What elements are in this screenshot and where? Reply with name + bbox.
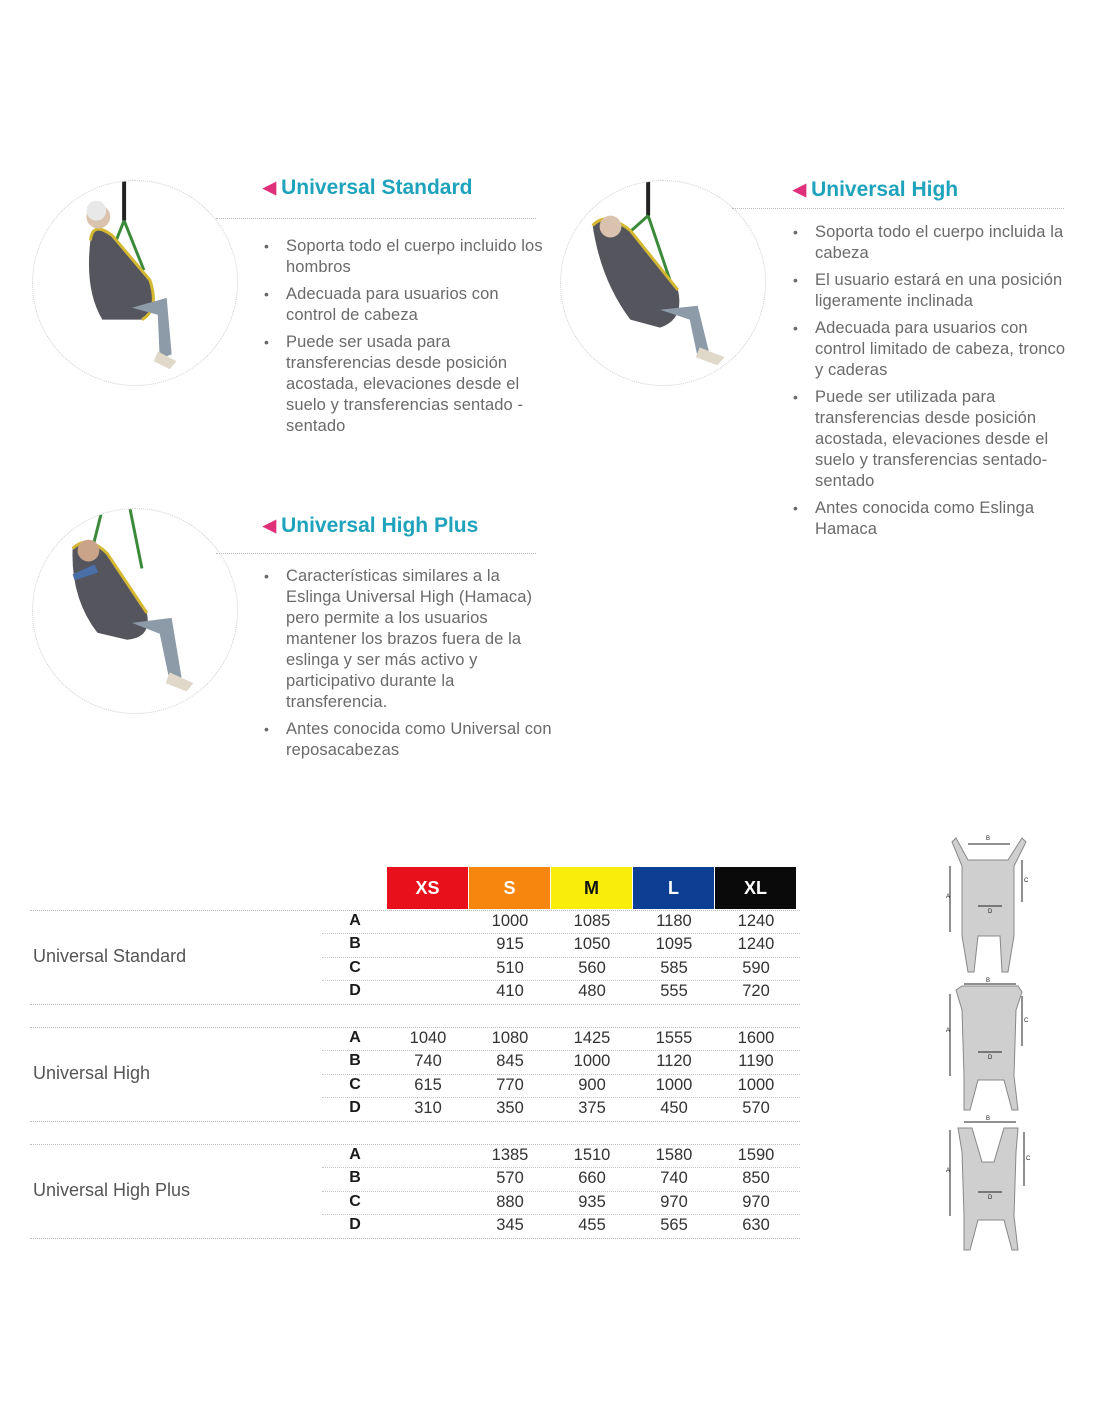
table-cell: 310 [414, 1099, 442, 1118]
table-cell: 970 [742, 1192, 770, 1211]
product-title-text: Universal High Plus [281, 514, 479, 537]
row-divider [322, 1050, 800, 1051]
table-cell: 1180 [656, 912, 692, 930]
table-cell: 850 [742, 1169, 770, 1188]
list-item: • Puede ser utilizada para transferencias desde posición acostada, elevaciones desde el suelo y transferencias sentado-sentado [793, 387, 1073, 492]
table-cell: 345 [496, 1216, 524, 1235]
dimension-letter: D [349, 982, 361, 1000]
dimension-letter: D [349, 1216, 361, 1234]
feature-list [264, 236, 544, 443]
table-cell: 410 [496, 982, 524, 1001]
table-cell: 590 [742, 958, 770, 977]
table-cell: 900 [578, 1075, 606, 1094]
table-cell: 1240 [737, 935, 775, 954]
product-title-text: Universal High [811, 178, 959, 201]
svg-text:D: D [988, 1195, 993, 1201]
table-cell: 1240 [737, 912, 775, 930]
table-cell: 480 [578, 982, 606, 1001]
list-item: • Antes conocida como Eslinga Hamaca [793, 498, 1073, 540]
triangle-icon: ◀ [263, 516, 277, 535]
table-cell: 845 [496, 1052, 524, 1071]
size-header-xl: XL [715, 867, 796, 909]
dimension-letter: D [349, 1099, 361, 1117]
table-cell: 1120 [656, 1052, 692, 1071]
product-photo-universal-standard [32, 180, 238, 386]
dimension-letter: B [349, 1169, 361, 1187]
product-title [263, 514, 478, 538]
group-name: Universal High [33, 1062, 151, 1083]
table-cell: 1085 [573, 912, 611, 930]
table-cell: 915 [496, 935, 524, 954]
list-item: • El usuario estará en una posición ligeramente inclinada [793, 270, 1073, 312]
table-cell: 880 [496, 1192, 524, 1211]
table-cell: 1080 [491, 1029, 529, 1047]
triangle-icon: ◀ [263, 178, 277, 197]
svg-text:B: B [985, 978, 991, 984]
dimension-letter: B [349, 935, 361, 953]
table-cell: 1050 [573, 935, 611, 954]
table-cell: 630 [742, 1216, 770, 1235]
table-cell: 1555 [655, 1029, 693, 1047]
list-item: • Puede ser usada para transferencias desde posición acostada, elevaciones desde el suelo y transferencias sentado - sentado [264, 332, 544, 437]
group-divider [30, 1121, 800, 1122]
group-divider [30, 1238, 800, 1239]
table-cell: 565 [660, 1216, 688, 1235]
table-cell: 770 [496, 1075, 524, 1094]
table-cell: 570 [496, 1169, 524, 1188]
group-divider [30, 1144, 800, 1145]
table-cell: 1040 [409, 1029, 447, 1047]
group-divider [30, 910, 800, 911]
table-cell: 560 [578, 958, 606, 977]
sling-diagram-standard [938, 832, 1038, 980]
list-item: • Soporta todo el cuerpo incluido los hombros [264, 236, 544, 278]
row-divider [322, 1191, 800, 1192]
row-divider [322, 957, 800, 958]
svg-text:D: D [988, 1055, 993, 1061]
sling-diagram-high [938, 976, 1038, 1116]
table-cell: 510 [496, 958, 524, 977]
table-cell: 615 [414, 1075, 442, 1094]
dimension-letter: A [349, 1029, 361, 1046]
table-cell: 1190 [738, 1052, 774, 1071]
table-cell: 720 [742, 982, 770, 1001]
table-cell: 660 [578, 1169, 606, 1188]
group-divider [30, 1027, 800, 1028]
dimension-letter: A [349, 1146, 361, 1163]
divider [732, 208, 1064, 209]
table-cell: 1000 [737, 1075, 775, 1094]
dimension-letter: B [349, 1052, 361, 1070]
table-cell: 455 [578, 1216, 606, 1235]
feature-list [264, 566, 554, 767]
svg-text:A: A [946, 1028, 951, 1034]
table-cell: 740 [414, 1052, 442, 1071]
dimension-letter: C [349, 1192, 361, 1210]
svg-text:A: A [946, 1168, 951, 1174]
row-divider [322, 1214, 800, 1215]
size-header-m: M [551, 867, 632, 909]
svg-text:C: C [1026, 1156, 1031, 1162]
svg-text:B: B [985, 836, 991, 842]
table-cell: 1425 [573, 1029, 611, 1047]
table-cell: 1580 [655, 1146, 693, 1164]
list-item: • Adecuada para usuarios con control de cabeza [264, 284, 544, 326]
svg-text:C: C [1024, 1018, 1029, 1024]
list-item: • Características similares a la Eslinga Universal High (Hamaca) pero permite a los usuarios mantener los brazos fuera de la eslinga y ser más activo y participativo durante la transferencia. [264, 566, 554, 713]
table-cell: 1385 [491, 1146, 529, 1164]
group-divider [30, 1004, 800, 1005]
table-cell: 1095 [655, 935, 693, 954]
row-divider [322, 1097, 800, 1098]
size-header-s: S [469, 867, 550, 909]
svg-text:C: C [1024, 878, 1029, 884]
table-cell: 555 [660, 982, 688, 1001]
group-name: Universal High Plus [33, 1179, 191, 1200]
sling-diagram-high-plus [938, 1112, 1038, 1254]
group-name: Universal Standard [33, 945, 187, 966]
table-cell: 1000 [573, 1052, 611, 1071]
table-cell: 1600 [737, 1029, 775, 1047]
row-divider [322, 1074, 800, 1075]
triangle-icon: ◀ [793, 180, 807, 199]
dimension-letter: A [349, 912, 361, 929]
svg-text:B: B [985, 1116, 991, 1122]
row-divider [322, 1167, 800, 1168]
product-photo-universal-high [560, 180, 766, 386]
product-photo-universal-high-plus [32, 508, 238, 714]
size-header-xs: XS [387, 867, 468, 909]
product-title [263, 176, 472, 200]
table-cell: 1000 [491, 912, 529, 930]
divider [216, 218, 536, 219]
table-cell: 570 [742, 1099, 770, 1118]
table-cell: 450 [660, 1099, 688, 1118]
table-cell: 970 [660, 1192, 688, 1211]
table-cell: 585 [660, 958, 688, 977]
table-cell: 1510 [573, 1146, 611, 1164]
svg-text:D: D [988, 909, 993, 915]
list-item: • Antes conocida como Universal con reposacabezas [264, 719, 554, 761]
dimension-letter: C [349, 1075, 361, 1093]
dimension-letter: C [349, 958, 361, 976]
table-cell: 1590 [737, 1146, 775, 1164]
table-cell: 375 [578, 1099, 606, 1118]
divider [216, 553, 536, 554]
table-cell: 1000 [655, 1075, 693, 1094]
product-title [793, 178, 958, 202]
table-cell: 350 [496, 1099, 524, 1118]
feature-list [793, 222, 1073, 546]
svg-text:A: A [946, 894, 951, 900]
table-cell: 740 [660, 1169, 688, 1188]
row-divider [322, 980, 800, 981]
list-item: • Soporta todo el cuerpo incluida la cabeza [793, 222, 1073, 264]
list-item: • Adecuada para usuarios con control limitado de cabeza, tronco y caderas [793, 318, 1073, 381]
product-title-text: Universal Standard [281, 176, 473, 199]
table-cell: 935 [578, 1192, 606, 1211]
size-header-l: L [633, 867, 714, 909]
row-divider [322, 933, 800, 934]
